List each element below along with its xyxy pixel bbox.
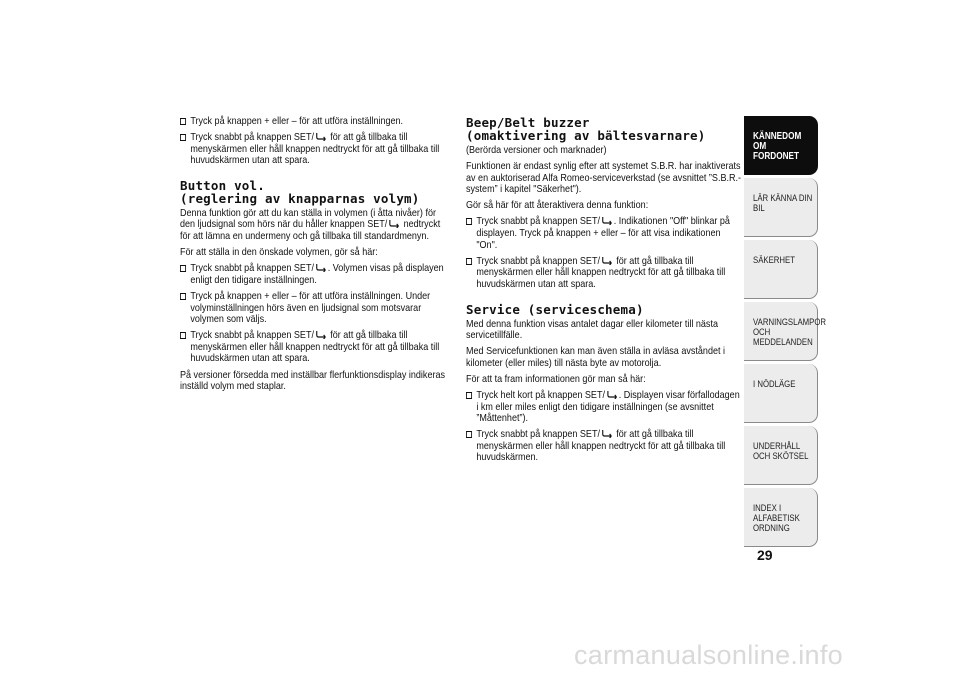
heading-line: (reglering av knapparnas volym) <box>180 190 420 206</box>
chapter-tabs <box>744 116 827 550</box>
paragraph: Med denna funktion visas antalet dagar eller kilometer till nästa servicetillfälle. <box>466 317 718 342</box>
paragraph: Denna funktion gör att du kan ställa in volymen (i åtta nivåer) för den ljudsignal som hörs när du håller knappen SET/ nedtryckt för att lämna en undermeny och gå tillbaka till standardmenyn. <box>180 206 441 243</box>
checkbox-bullet-icon <box>180 293 186 300</box>
checkbox-bullet-icon <box>180 265 186 272</box>
paragraph: På versioner försedda med inställbar flerfunktionsdisplay indikeras inställd volym med staplar. <box>180 368 446 393</box>
tab-label: LÄR KÄNNA DIN BIL <box>753 193 813 214</box>
left-column <box>180 116 448 397</box>
paragraph: Gör så här för att återaktivera denna funktion: <box>466 199 649 212</box>
enter-return-icon <box>315 330 327 339</box>
paragraph: Med Servicefunktionen kan man även ställa in avläsa avståndet i kilometer (eller miles) till nästa byte av motorolja. <box>466 345 726 369</box>
list-item: Tryck snabbt på knappen SET/ för att gå tillbaka till menyskärmen eller håll knappen nedtryckt för att gå tillbaka till huvudskärmen. <box>466 429 741 464</box>
checkbox-bullet-icon <box>180 118 186 125</box>
list-item: Tryck på knappen + eller – för att utföra inställningen. Under volyminställningen hörs även en ljudsignal som motsvarar volymen som väljs. <box>180 291 447 326</box>
enter-return-icon <box>606 390 618 399</box>
list-item: Tryck snabbt på knappen SET/ för att gå tillbaka till menyskärmen eller håll knappen nedtryckt för att gå tillbaka till huvudskärmen utan att spara. <box>180 132 447 167</box>
enter-return-icon <box>315 132 327 141</box>
list-item: Tryck snabbt på knappen SET/ för att gå tillbaka till menyskärmen eller håll knappen nedtryckt för att gå tillbaka till huvudskärmen utan att spara. <box>466 256 741 291</box>
enter-return-icon <box>601 256 613 265</box>
heading-line: Service (serviceschema) <box>466 301 644 317</box>
list-item: Tryck snabbt på knappen SET/ . Indikationen "Off" blinkar på displayen. Tryck på knappen + eller – för att visa indikationen "On". <box>466 216 741 251</box>
tab-kannedom-om-fordonet[interactable] <box>744 116 818 175</box>
enter-return-icon <box>601 216 613 225</box>
enter-return-icon <box>601 429 613 438</box>
page-number: 29 <box>757 547 773 563</box>
paragraph: För att ta fram informationen gör man så här: <box>466 372 646 385</box>
checkbox-bullet-icon <box>466 218 472 225</box>
tab-i-nodlage[interactable] <box>744 364 818 423</box>
heading-line: (omaktivering av bältesvarnare) <box>466 128 706 143</box>
checkbox-bullet-icon <box>466 258 472 265</box>
tab-label: KÄNNEDOM OM FORDONET <box>753 131 802 162</box>
tab-label: SÄKERHET <box>753 255 795 266</box>
tab-lar-kanna-din-bil[interactable] <box>744 178 818 237</box>
tab-label: UNDERHÅLL OCH SKÖTSEL <box>753 441 809 462</box>
list-item: Tryck helt kort på knappen SET/ . Displayen visar förfallodagen i km eller miles enligt den tidigare inställningen (se avsnittet ”Måttenhet”). <box>466 390 741 425</box>
enter-return-icon <box>315 263 327 272</box>
list-item: Tryck snabbt på knappen SET/ . Volymen visas på displayen enligt den tidigare inställningen. <box>180 263 447 286</box>
watermark: carmanualsonline.info <box>574 640 843 670</box>
checkbox-bullet-icon <box>466 431 472 438</box>
heading-line: Beep/Belt buzzer <box>466 115 590 130</box>
tab-underhall-och-skotsel[interactable] <box>744 426 818 485</box>
list-item: Tryck snabbt på knappen SET/ för att gå tillbaka till menyskärmen eller håll knappen nedtryckt för att gå tillbaka till huvudskärmen utan att spara. <box>180 330 447 365</box>
tab-varningslampor[interactable] <box>744 302 827 361</box>
section-subtitle: (Berörda versioner och marknader) <box>466 144 607 156</box>
enter-return-icon <box>388 219 400 228</box>
heading-line: Button vol. <box>180 177 265 193</box>
section-heading <box>180 179 448 205</box>
tab-index[interactable] <box>744 488 818 547</box>
paragraph: För att ställa in den önskade volymen, gör så här: <box>180 246 378 259</box>
paragraph: Funktionen är endast synlig efter att systemet S.B.R. har inaktiverats av en auktoriserad Alfa Romeo-serviceverkstad (se avsnittet ”S.B.R.-system” i kapitel "Säkerhet"). <box>466 160 742 196</box>
tab-label: VARNINGSLAMPOR OCH MEDDELANDEN <box>753 317 827 348</box>
tab-label: INDEX I ALFABETISK ORDNING <box>753 503 800 534</box>
tab-label: I NÖDLÄGE <box>753 379 796 390</box>
checkbox-bullet-icon <box>466 392 472 399</box>
checkbox-bullet-icon <box>180 332 186 339</box>
checkbox-bullet-icon <box>180 134 186 141</box>
list-item: Tryck på knappen + eller – för att utföra inställningen. <box>180 116 447 128</box>
section-heading <box>466 303 742 316</box>
section-heading <box>466 116 742 142</box>
tab-sakerhet[interactable] <box>744 240 818 299</box>
right-column <box>466 116 742 469</box>
